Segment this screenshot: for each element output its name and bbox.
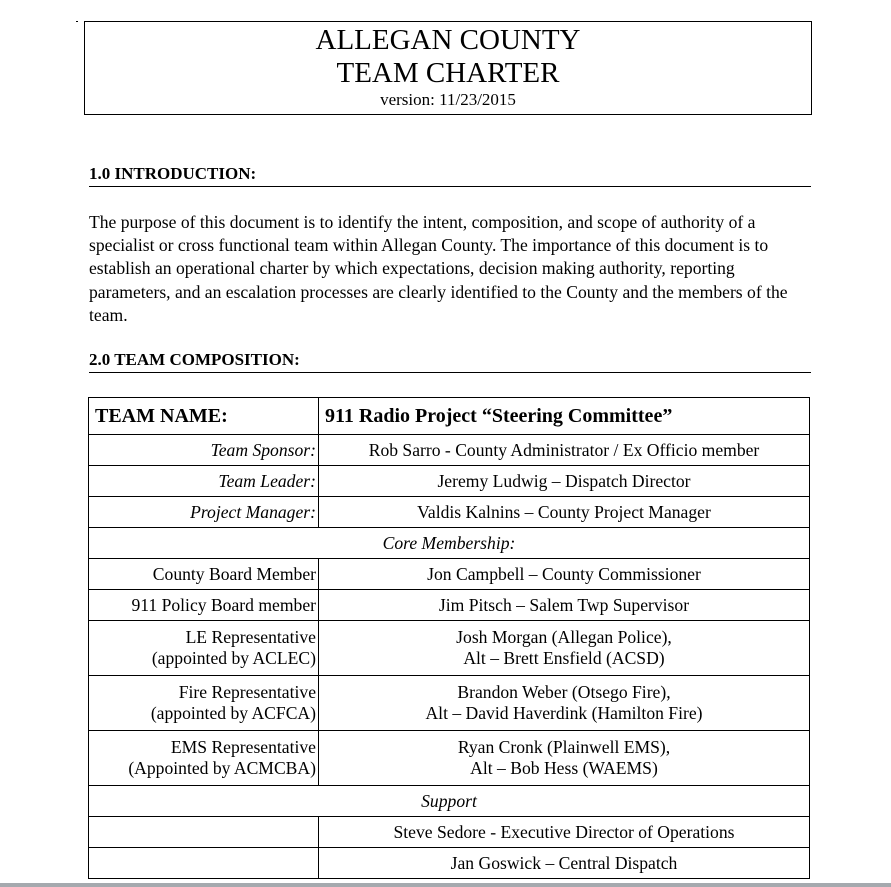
table-row bbox=[89, 676, 810, 731]
support-member-label bbox=[89, 817, 319, 848]
core-membership-label: Core Membership: bbox=[89, 528, 810, 559]
member-label: 911 Policy Board member bbox=[89, 590, 319, 621]
introduction-heading: 1.0 INTRODUCTION: bbox=[89, 165, 811, 187]
table-row bbox=[89, 731, 810, 786]
member-value-line1: Josh Morgan (Allegan Police), bbox=[456, 627, 672, 647]
member-label bbox=[89, 731, 319, 786]
table-row bbox=[89, 817, 810, 848]
table-row bbox=[89, 590, 810, 621]
document-title-line2: TEAM CHARTER bbox=[336, 57, 560, 89]
table-row bbox=[89, 559, 810, 590]
role-value: Valdis Kalnins – County Project Manager bbox=[319, 497, 810, 528]
document-version: version: 11/23/2015 bbox=[380, 90, 516, 109]
page-bottom-edge bbox=[0, 883, 891, 887]
role-value: Jeremy Ludwig – Dispatch Director bbox=[319, 466, 810, 497]
team-name-row bbox=[89, 398, 810, 435]
member-value-line2: Alt – David Haverdink (Hamilton Fire) bbox=[425, 703, 703, 723]
member-label-line2: (appointed by ACLEC) bbox=[151, 648, 316, 668]
role-label: Project Manager: bbox=[89, 497, 319, 528]
support-member-label bbox=[89, 848, 319, 879]
member-label: County Board Member bbox=[89, 559, 319, 590]
support-member-value: Steve Sedore - Executive Director of Operations bbox=[319, 817, 810, 848]
table-row bbox=[89, 466, 810, 497]
support-row bbox=[89, 786, 810, 817]
table-row bbox=[89, 848, 810, 879]
member-value: Jon Campbell – County Commissioner bbox=[319, 559, 810, 590]
member-value-line2: Alt – Bob Hess (WAEMS) bbox=[470, 758, 658, 778]
member-label-line1: Fire Representative bbox=[178, 682, 316, 702]
team-name-label: TEAM NAME: bbox=[89, 398, 319, 435]
title-box bbox=[84, 21, 812, 115]
member-label-line2: (Appointed by ACMCBA) bbox=[128, 758, 316, 778]
member-label-line2: (appointed by ACFCA) bbox=[150, 703, 316, 723]
team-composition-heading: 2.0 TEAM COMPOSITION: bbox=[89, 351, 811, 373]
member-label-line1: EMS Representative bbox=[170, 737, 316, 757]
document-title-line1: ALLEGAN COUNTY bbox=[315, 24, 581, 56]
member-value: Jim Pitsch – Salem Twp Supervisor bbox=[319, 590, 810, 621]
member-value bbox=[319, 731, 810, 786]
introduction-body: The purpose of this document is to identify the intent, composition, and scope of authority of a specialist or cross functional team within Allegan County. The importance of this document is to establish an operational charter by which expectations, decision making authority, reporting parameters, and an escalation processes are clearly identified to the County and the members of the team. bbox=[89, 212, 788, 325]
member-label bbox=[89, 676, 319, 731]
member-value-line1: Brandon Weber (Otsego Fire), bbox=[457, 682, 671, 702]
page-corner-mark bbox=[76, 21, 78, 22]
member-value-line2: Alt – Brett Ensfield (ACSD) bbox=[463, 648, 665, 668]
support-label: Support bbox=[89, 786, 810, 817]
role-label: Team Leader: bbox=[89, 466, 319, 497]
table-row bbox=[89, 497, 810, 528]
support-member-value: Jan Goswick – Central Dispatch bbox=[319, 848, 810, 879]
core-membership-row bbox=[89, 528, 810, 559]
table-row bbox=[89, 621, 810, 676]
member-label bbox=[89, 621, 319, 676]
team-name-value: 911 Radio Project “Steering Committee” bbox=[319, 398, 810, 435]
role-label: Team Sponsor: bbox=[89, 435, 319, 466]
team-composition-table bbox=[88, 397, 810, 879]
member-label-line1: LE Representative bbox=[185, 627, 316, 647]
role-value: Rob Sarro - County Administrator / Ex Officio member bbox=[319, 435, 810, 466]
table-row bbox=[89, 435, 810, 466]
member-value-line1: Ryan Cronk (Plainwell EMS), bbox=[457, 737, 671, 757]
member-value bbox=[319, 676, 810, 731]
member-value bbox=[319, 621, 810, 676]
